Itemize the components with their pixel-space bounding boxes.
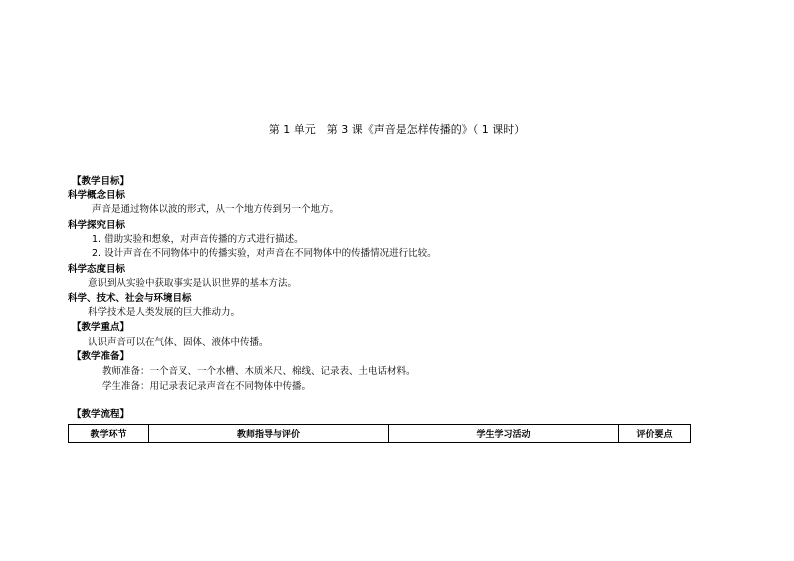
process-table [68,424,691,443]
table-header-cell: 学生学习活动 [389,425,619,443]
key-text: 认识声音可以在气体、固体、液体中传播。 [88,337,269,348]
inquiry-heading: 科学探究目标 [68,220,126,231]
key-heading: 【教学重点】 [72,322,130,333]
attitude-text: 意识到从实验中获取事实是认识世界的基本方法。 [88,278,298,289]
concept-heading: 科学概念目标 [68,190,126,201]
inquiry-item: 2. 设计声音在不同物体中的传播实验，对声音在不同物体中的传播情况进行比较。 [92,248,437,259]
concept-text: 声音是通过物体以波的形式，从一个地方传到另一个地方。 [92,204,340,215]
prep-teacher: 教师准备：一个音叉、一个水槽、木质米尺、棉线、记录表、土电话材料。 [102,366,416,377]
lesson-title: 第 1 单元 第 3 课《声音是怎样传播的》（ 1 课时） [268,123,526,136]
table-header-cell: 评价要点 [619,425,691,443]
sts-text: 科学技术是人类发展的巨大推动力。 [88,307,241,318]
attitude-heading: 科学态度目标 [68,264,126,275]
inquiry-item: 1. 借助实验和想象，对声音传播的方式进行描述。 [92,234,304,245]
goals-heading: 【教学目标】 [72,176,130,187]
table-header-row [69,425,691,443]
process-heading: 【教学流程】 [72,409,130,420]
prep-student: 学生准备：用记录表记录声音在不同物体中传播。 [102,381,312,392]
sts-heading: 科学、技术、社会与环境目标 [68,293,192,304]
table-header-cell: 教学环节 [69,425,149,443]
table-header-cell: 教师指导与评价 [149,425,389,443]
prep-heading: 【教学准备】 [72,351,130,362]
